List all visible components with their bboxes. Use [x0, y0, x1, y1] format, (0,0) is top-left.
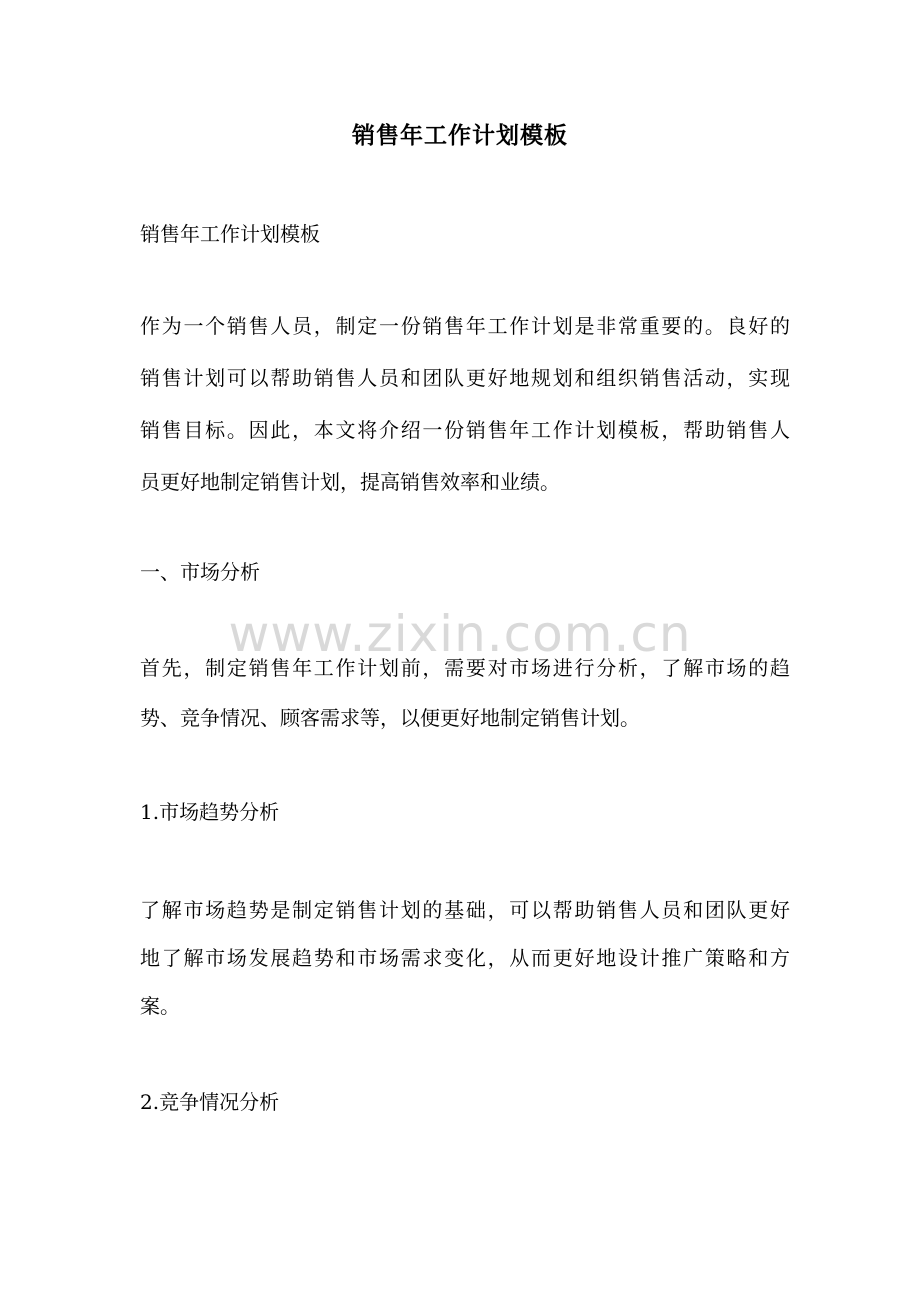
sub1-line-3: 案。 [140, 994, 180, 1018]
watermark: www.zixin.com.cn [228, 605, 692, 663]
section1-line-1: 首先，制定销售年工作计划前，需要对市场进行分析，了解市场的趋 [140, 656, 790, 680]
section1-line-2: 势、竞争情况、顾客需求等，以便更好地制定销售计划。 [140, 706, 640, 730]
sub1-line-1: 了解市场趋势是制定销售计划的基础，可以帮助销售人员和团队更好 [140, 898, 790, 922]
intro-line-2: 销售计划可以帮助销售人员和团队更好地规划和组织销售活动，实现 [140, 366, 790, 390]
intro-line-3: 销售目标。因此，本文将介绍一份销售年工作计划模板，帮助销售人 [140, 418, 790, 442]
document-subtitle: 销售年工作计划模板 [140, 222, 320, 246]
document-title: 销售年工作计划模板 [352, 122, 568, 149]
sub1-line-2: 地了解市场发展趋势和市场需求变化，从而更好地设计推广策略和方 [140, 946, 790, 970]
sub1-heading: 1.市场趋势分析 [140, 800, 280, 824]
sub2-heading: 2.竞争情况分析 [140, 1090, 280, 1114]
section1-heading: 一、市场分析 [140, 560, 260, 584]
intro-line-4: 员更好地制定销售计划，提高销售效率和业绩。 [140, 470, 560, 494]
intro-line-1: 作为一个销售人员，制定一份销售年工作计划是非常重要的。良好的 [140, 314, 790, 338]
